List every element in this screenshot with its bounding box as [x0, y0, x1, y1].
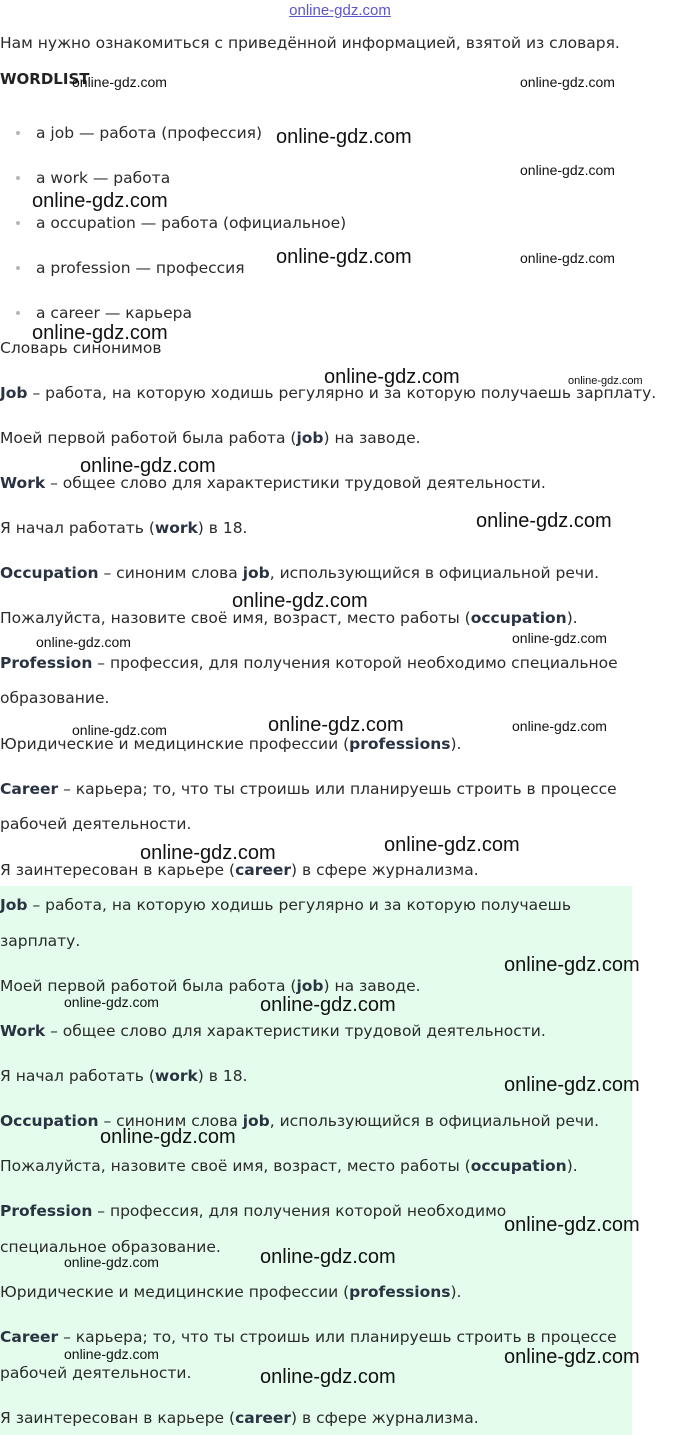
- example-line: [0, 519, 247, 537]
- watermark: online-gdz.com: [260, 994, 396, 1016]
- watermark: online-gdz.com: [72, 74, 167, 90]
- example-text: ).: [450, 1283, 462, 1301]
- watermark: online-gdz.com: [520, 250, 615, 266]
- watermark: online-gdz.com: [276, 126, 412, 148]
- watermark: online-gdz.com: [32, 322, 168, 344]
- example-line: [0, 735, 461, 753]
- watermark: online-gdz.com: [268, 714, 404, 736]
- list-item-label: a work — работа: [36, 169, 171, 187]
- bullet-icon: [16, 311, 20, 315]
- term: Job: [0, 896, 28, 914]
- example-text: Моей первой работой была работа (: [0, 429, 297, 447]
- wordlist-title: WORDLIST: [0, 70, 90, 88]
- term: Occupation: [0, 564, 99, 582]
- watermark: online-gdz.com: [324, 366, 460, 388]
- term: work: [154, 519, 198, 537]
- watermark: online-gdz.com: [72, 722, 167, 738]
- site-header-link[interactable]: online-gdz.com: [289, 2, 391, 19]
- watermark: online-gdz.com: [64, 1254, 159, 1270]
- term: Profession: [0, 1202, 93, 1220]
- watermark: online-gdz.com: [384, 834, 520, 856]
- term: work: [154, 1067, 198, 1085]
- term: job: [296, 977, 324, 995]
- definition-line: [0, 932, 80, 950]
- term: Work: [0, 474, 46, 492]
- definition-text: – работа, на которую ходишь регулярно и за которую получаешь: [27, 896, 571, 914]
- definition-text: специальное образование.: [0, 1238, 221, 1256]
- definition-line: [0, 1022, 546, 1040]
- example-text: ) на заводе.: [323, 977, 421, 995]
- example-text: Юридические и медицинские профессии (: [0, 1283, 350, 1301]
- example-text: ) на заводе.: [323, 429, 421, 447]
- watermark: online-gdz.com: [476, 510, 612, 532]
- list-item-label: a job — работа (профессия): [36, 124, 263, 142]
- term: job: [296, 429, 324, 447]
- watermark: online-gdz.com: [80, 455, 216, 477]
- example-text: ) в сфере журнализма.: [291, 1409, 479, 1427]
- list-item-label: a career — карьера: [36, 304, 192, 322]
- definition-text: – профессия, для получения которой необходимо: [92, 1202, 507, 1220]
- watermark: online-gdz.com: [568, 375, 643, 387]
- definition-line: [0, 1202, 506, 1220]
- term: career: [235, 861, 292, 879]
- bullet-icon: [16, 266, 20, 270]
- definition-line: [0, 689, 109, 707]
- definition-text: – профессия, для получения которой необходимо специальное: [92, 654, 618, 672]
- definition-text: , использующийся в официальной речи.: [269, 1112, 600, 1130]
- example-text: Я начал работать (: [0, 519, 155, 537]
- example-text: Я заинтересован в карьере (: [0, 1409, 236, 1427]
- definition-text: – карьера; то, что ты строишь или планируешь строить в процессе: [58, 780, 617, 798]
- definition-text: – общее слово для характеристики трудовой деятельности.: [45, 1022, 546, 1040]
- synonyms-title: Словарь синонимов: [0, 339, 162, 357]
- term: Profession: [0, 654, 93, 672]
- example-line: [0, 1157, 578, 1175]
- definition-text: рабочей деятельности.: [0, 1364, 192, 1382]
- example-text: ) в 18.: [197, 519, 248, 537]
- definition-text: – карьера; то, что ты строишь или планируешь строить в процессе: [58, 1328, 617, 1346]
- term: career: [235, 1409, 292, 1427]
- bullet-icon: [16, 221, 20, 225]
- watermark: online-gdz.com: [64, 994, 159, 1010]
- watermark: online-gdz.com: [512, 630, 607, 646]
- example-line: [0, 1067, 247, 1085]
- watermark: online-gdz.com: [504, 1214, 640, 1236]
- term: Job: [0, 384, 28, 402]
- intro-text: Нам нужно ознакомиться с приведённой информацией, взятой из словаря.: [0, 34, 620, 52]
- list-item-label: a profession — профессия: [36, 259, 245, 277]
- example-text: Пожалуйста, назовите своё имя, возраст, место работы (: [0, 1157, 471, 1175]
- example-text: Пожалуйста, назовите своё имя, возраст, место работы (: [0, 609, 471, 627]
- example-text: ).: [566, 1157, 578, 1175]
- definition-text: зарплату.: [0, 932, 81, 950]
- bullet-icon: [16, 131, 20, 135]
- term: job: [242, 564, 270, 582]
- example-text: Юридические и медицинские профессии (: [0, 735, 350, 753]
- watermark: online-gdz.com: [276, 246, 412, 268]
- watermark: online-gdz.com: [260, 1246, 396, 1268]
- definition-text: – работа, на которую ходишь регулярно и за которую получаешь зарплату.: [27, 384, 657, 402]
- definition-text: – синоним слова: [98, 564, 243, 582]
- watermark: online-gdz.com: [504, 954, 640, 976]
- watermark: online-gdz.com: [36, 634, 131, 650]
- term: Work: [0, 1022, 46, 1040]
- example-text: Я начал работать (: [0, 1067, 155, 1085]
- watermark: online-gdz.com: [504, 1074, 640, 1096]
- watermark: online-gdz.com: [140, 842, 276, 864]
- definition-line: [0, 564, 599, 582]
- definition-text: – общее слово для характеристики трудовой деятельности.: [45, 474, 546, 492]
- list-item-label: a occupation — работа (официальное): [36, 214, 347, 232]
- definition-line: [0, 1112, 599, 1130]
- definition-line: [0, 815, 191, 833]
- term: Career: [0, 780, 59, 798]
- example-line: [0, 977, 421, 995]
- example-line: [0, 429, 421, 447]
- example-line: [0, 1283, 461, 1301]
- definition-line: [0, 1328, 617, 1346]
- term: professions: [349, 1283, 451, 1301]
- example-text: ).: [450, 735, 462, 753]
- watermark: online-gdz.com: [520, 162, 615, 178]
- watermark: online-gdz.com: [64, 1346, 159, 1362]
- definition-text: , использующийся в официальной речи.: [269, 564, 600, 582]
- watermark: online-gdz.com: [512, 718, 607, 734]
- example-text: ).: [566, 609, 578, 627]
- definition-text: – синоним слова: [98, 1112, 243, 1130]
- watermark: online-gdz.com: [260, 1366, 396, 1388]
- definition-line: [0, 1364, 191, 1382]
- term: Occupation: [0, 1112, 99, 1130]
- definition-line: [0, 896, 571, 914]
- definition-line: [0, 654, 618, 672]
- bullet-icon: [16, 176, 20, 180]
- example-line: [0, 1409, 479, 1427]
- definition-text: рабочей деятельности.: [0, 815, 192, 833]
- example-text: Я заинтересован в карьере (: [0, 861, 236, 879]
- term: job: [242, 1112, 270, 1130]
- definition-text: образование.: [0, 689, 110, 707]
- definition-line: [0, 780, 617, 798]
- term: occupation: [470, 609, 567, 627]
- watermark: online-gdz.com: [520, 74, 615, 90]
- watermark: online-gdz.com: [504, 1346, 640, 1368]
- term: Career: [0, 1328, 59, 1346]
- term: occupation: [470, 1157, 567, 1175]
- watermark: online-gdz.com: [100, 1126, 236, 1148]
- example-text: Моей первой работой была работа (: [0, 977, 297, 995]
- watermark: online-gdz.com: [232, 590, 368, 612]
- term: professions: [349, 735, 451, 753]
- example-text: ) в 18.: [197, 1067, 248, 1085]
- example-text: ) в сфере журнализма.: [291, 861, 479, 879]
- watermark: online-gdz.com: [32, 190, 168, 212]
